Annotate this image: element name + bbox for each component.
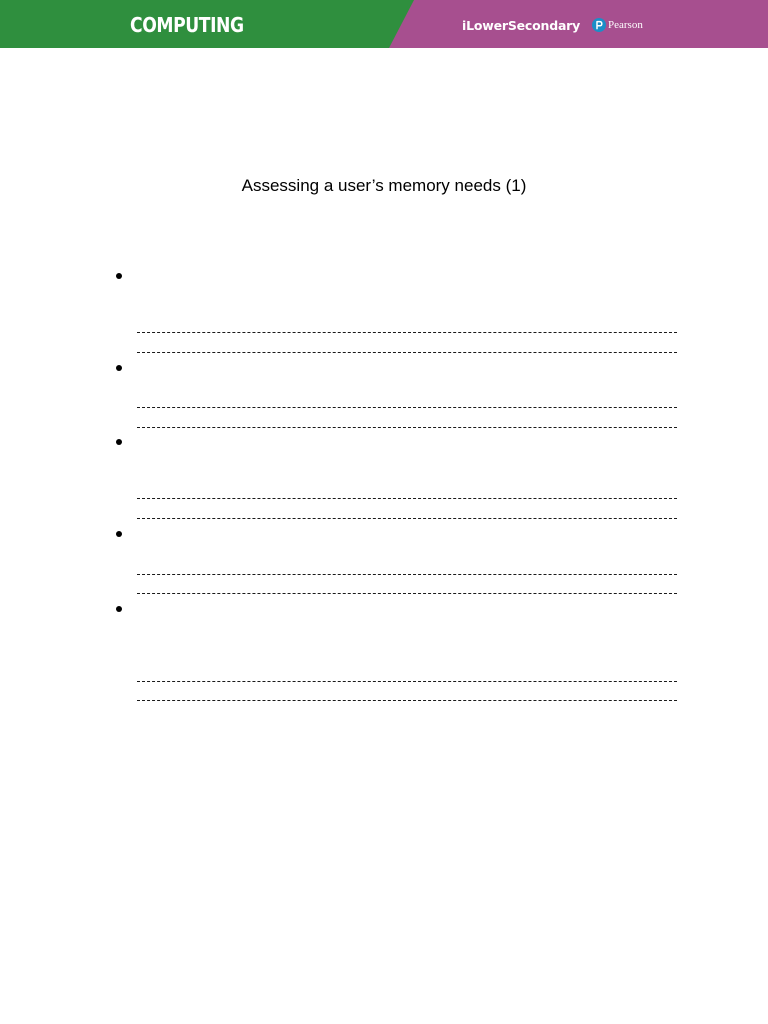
page-header [0, 0, 768, 48]
answer-line-3a [137, 498, 677, 499]
bullet-1 [116, 273, 122, 279]
subject-brand: COMPUTING [130, 13, 244, 37]
publisher-logo [592, 17, 643, 33]
bullet-5 [116, 606, 122, 612]
answer-line-3b [137, 518, 677, 519]
programme-brand: iLowerSecondary [462, 18, 581, 33]
bullet-4 [116, 531, 122, 537]
answer-line-5a [137, 681, 677, 682]
answer-line-5b [137, 700, 677, 701]
answer-line-1a [137, 332, 677, 333]
answer-line-4b [137, 593, 677, 594]
answer-line-4a [137, 574, 677, 575]
publisher-name: Pearson [608, 19, 643, 31]
answer-line-2b [137, 427, 677, 428]
answer-line-1b [137, 352, 677, 353]
answer-line-2a [137, 407, 677, 408]
bullet-3 [116, 439, 122, 445]
bullet-2 [116, 365, 122, 371]
pearson-logo-icon [592, 18, 606, 32]
page-title: Assessing a user’s memory needs (1) [241, 176, 527, 195]
